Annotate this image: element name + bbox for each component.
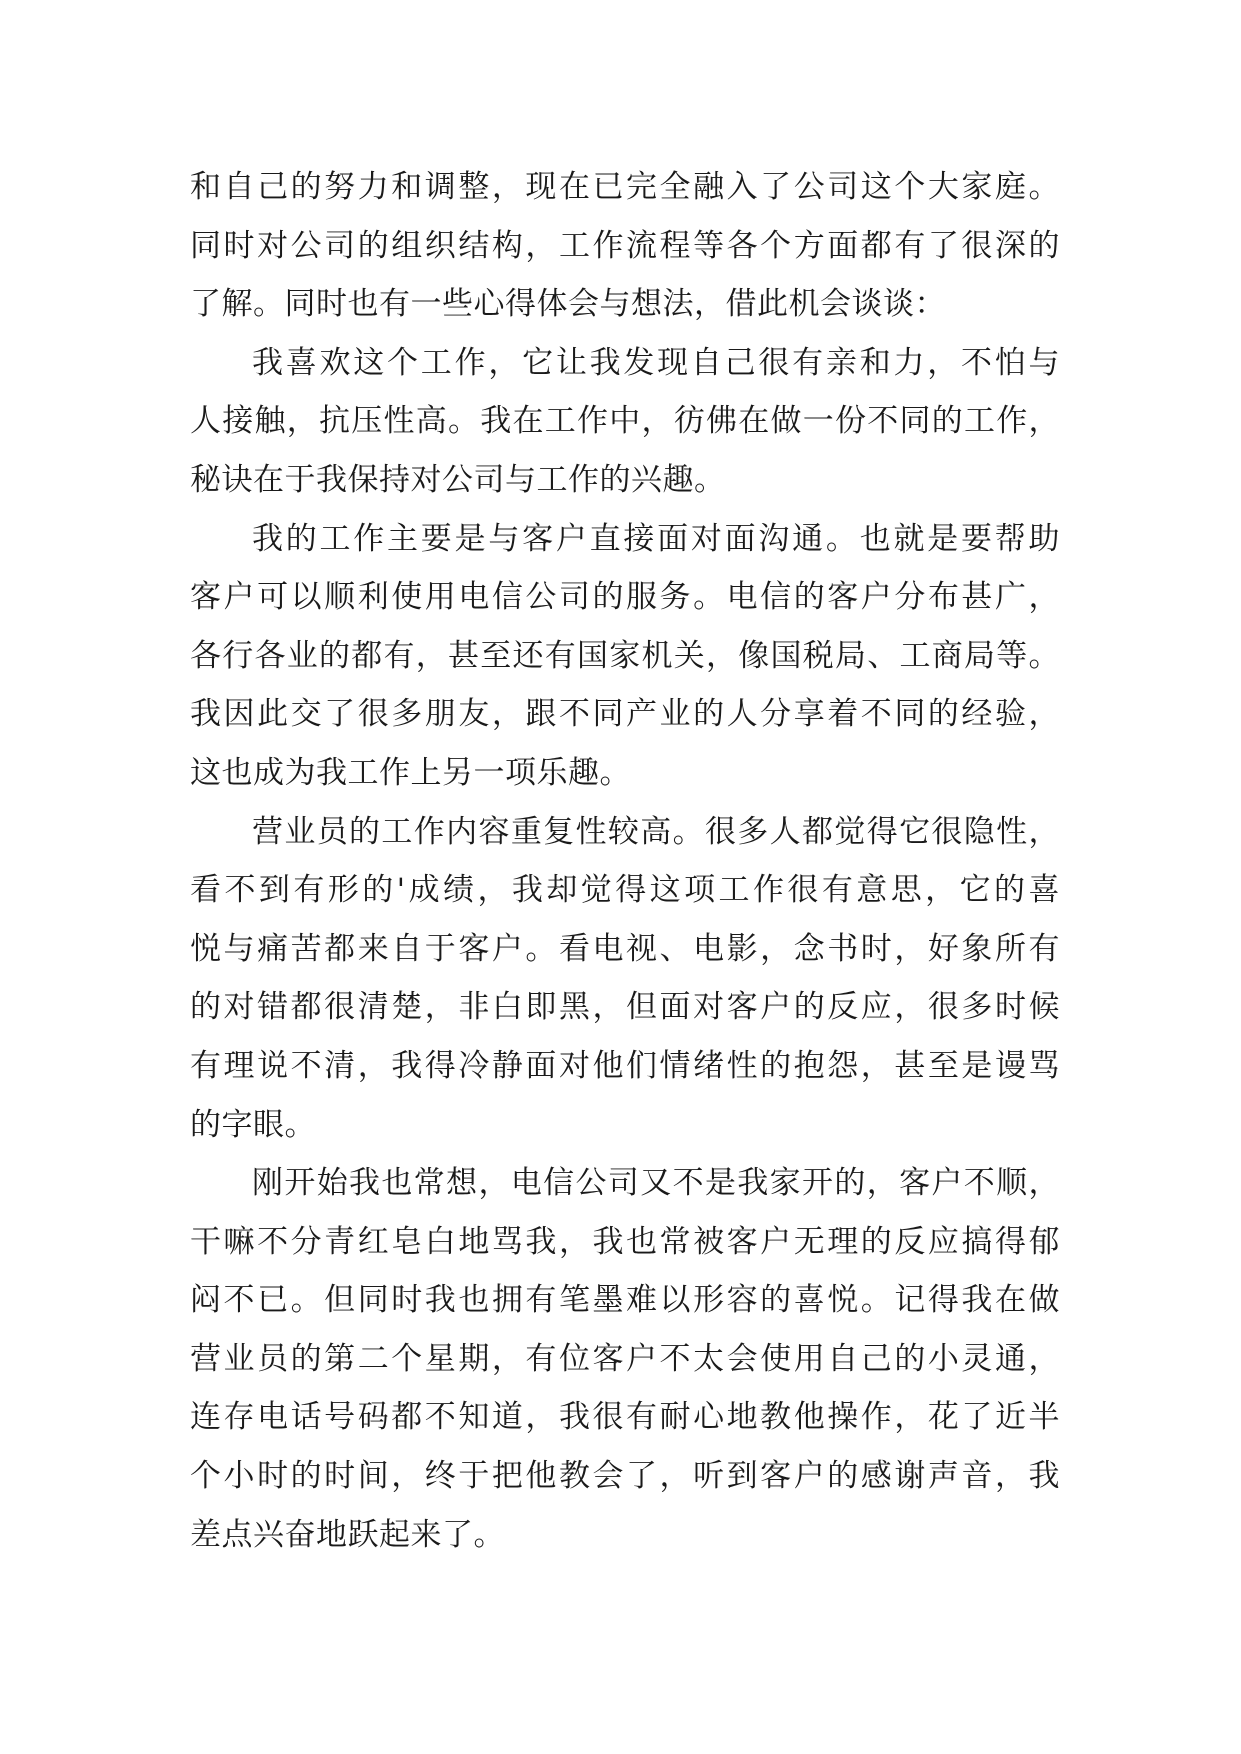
text-line: 这也成为我工作上另一项乐趣。: [190, 754, 631, 791]
text-line: 营业员的第二个星期，有位客户不太会使用自己的小灵通，: [190, 1340, 1060, 1377]
text-line: 我因此交了很多朋友，跟不同产业的人分享着不同的经验，: [190, 696, 1060, 733]
text-line: 了解。同时也有一些心得体会与想法，借此机会谈谈：: [190, 286, 946, 323]
text-line: 看不到有形的'成绩，我却觉得这项工作很有意思，它的喜: [190, 872, 1060, 909]
text-line: 连存电话号码都不知道，我很有耐心地教他操作，花了近半: [190, 1399, 1060, 1436]
text-line: 悦与痛苦都来自于客户。看电视、电影，念书时，好象所有: [190, 930, 1060, 967]
text-line: 同时对公司的组织结构，工作流程等各个方面都有了很深的: [190, 227, 1060, 264]
paragraph-first-line: 刚开始我也常想，电信公司又不是我家开的，客户不顺，: [252, 1165, 1060, 1202]
paragraph-first-line: 我的工作主要是与客户直接面对面沟通。也就是要帮助: [252, 520, 1060, 557]
text-line: 各行各业的都有，甚至还有国家机关，像国税局、工商局等。: [190, 637, 1060, 674]
text-line: 差点兴奋地跃起来了。: [190, 1516, 505, 1553]
text-line: 干嘛不分青红皂白地骂我，我也常被客户无理的反应搞得郁: [190, 1223, 1060, 1260]
text-line: 和自己的努力和调整，现在已完全融入了公司这个大家庭。: [190, 169, 1060, 205]
text-line: 人接触，抗压性高。我在工作中，彷佛在做一份不同的工作，: [190, 403, 1060, 440]
text-line: 的对错都很清楚，非白即黑，但面对客户的反应，很多时候: [190, 989, 1060, 1026]
paragraph-first-line: 我喜欢这个工作，它让我发现自己很有亲和力，不怕与: [252, 344, 1060, 381]
text-line: 客户可以顺利使用电信公司的服务。电信的客户分布甚广，: [190, 579, 1060, 616]
paragraph-first-line: 营业员的工作内容重复性较高。很多人都觉得它很隐性，: [252, 813, 1060, 850]
text-line: 闷不已。但同时我也拥有笔墨难以形容的喜悦。记得我在做: [190, 1282, 1060, 1319]
text-line: 秘诀在于我保持对公司与工作的兴趣。: [190, 461, 726, 498]
text-line: 的字眼。: [190, 1106, 316, 1143]
body-text: [190, 158, 1060, 1564]
text-line: 个小时的时间，终于把他教会了，听到客户的感谢声音，我: [190, 1458, 1060, 1495]
text-line: 有理说不清，我得冷静面对他们情绪性的抱怨，甚至是谩骂: [190, 1047, 1060, 1084]
